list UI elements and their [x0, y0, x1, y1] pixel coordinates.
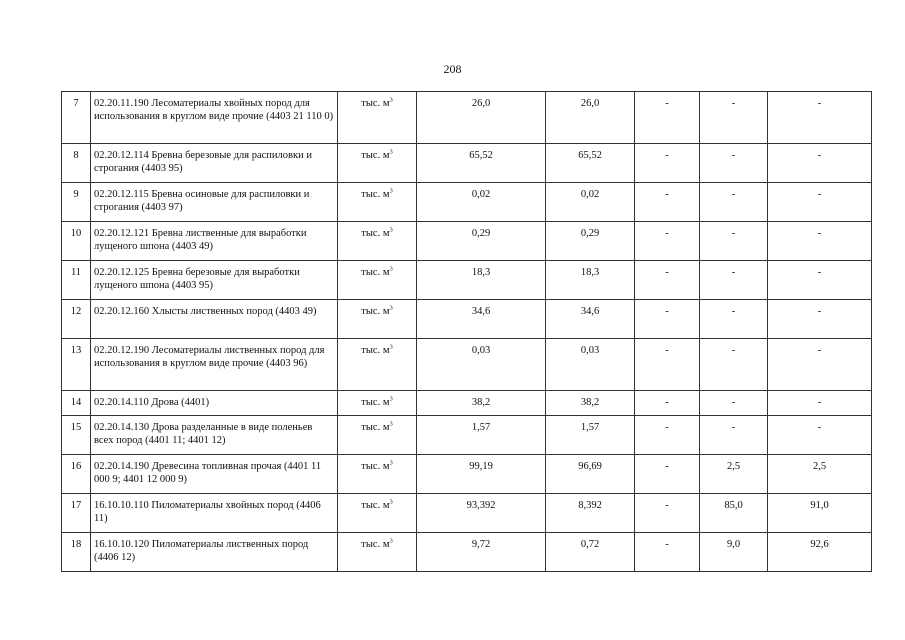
unit-label: тыс. м	[361, 306, 390, 317]
value-cell-4: -	[700, 144, 768, 183]
unit-cell	[338, 391, 417, 416]
unit-superscript: 3	[389, 343, 393, 351]
unit-superscript: 3	[389, 148, 393, 156]
value-cell-1: 0,29	[417, 222, 546, 261]
unit-label: тыс. м	[361, 98, 390, 109]
unit-label: тыс. м	[361, 228, 390, 239]
value-cell-3: -	[635, 494, 700, 533]
value-cell-3: -	[635, 416, 700, 455]
unit-superscript: 3	[389, 459, 393, 467]
value-cell-5: -	[768, 416, 872, 455]
value-cell-3: -	[635, 261, 700, 300]
row-number-cell: 9	[62, 183, 91, 222]
row-number-cell: 16	[62, 455, 91, 494]
value-cell-3: -	[635, 144, 700, 183]
unit-superscript: 3	[389, 304, 393, 312]
table-row	[62, 222, 872, 261]
unit-cell	[338, 455, 417, 494]
unit-superscript: 3	[389, 537, 393, 545]
unit-cell	[338, 92, 417, 144]
value-cell-2: 0,29	[546, 222, 635, 261]
unit-superscript: 3	[389, 420, 393, 428]
unit-superscript: 3	[389, 395, 393, 403]
product-description-cell: 02.20.12.160 Хлысты лиственных пород (4403 49)	[91, 300, 338, 339]
value-cell-1: 1,57	[417, 416, 546, 455]
row-number-cell: 7	[62, 92, 91, 144]
unit-cell	[338, 416, 417, 455]
unit-cell	[338, 261, 417, 300]
value-cell-4: -	[700, 300, 768, 339]
value-cell-4: -	[700, 391, 768, 416]
product-description-cell: 02.20.12.190 Лесоматериалы лиственных пород для использования в круглом виде прочие (4403 96)	[91, 339, 338, 391]
value-cell-1: 99,19	[417, 455, 546, 494]
value-cell-5: -	[768, 261, 872, 300]
table-row	[62, 494, 872, 533]
table-row	[62, 416, 872, 455]
value-cell-3: -	[635, 391, 700, 416]
row-number-cell: 12	[62, 300, 91, 339]
value-cell-3: -	[635, 455, 700, 494]
row-number-cell: 11	[62, 261, 91, 300]
row-number-cell: 13	[62, 339, 91, 391]
unit-label: тыс. м	[361, 422, 390, 433]
unit-label: тыс. м	[361, 345, 390, 356]
value-cell-2: 0,72	[546, 533, 635, 572]
value-cell-3: -	[635, 300, 700, 339]
table-row	[62, 144, 872, 183]
value-cell-3: -	[635, 222, 700, 261]
value-cell-1: 93,392	[417, 494, 546, 533]
value-cell-2: 34,6	[546, 300, 635, 339]
value-cell-2: 38,2	[546, 391, 635, 416]
unit-label: тыс. м	[361, 267, 390, 278]
value-cell-4: -	[700, 339, 768, 391]
product-description-cell: 02.20.14.110 Дрова (4401)	[91, 391, 338, 416]
value-cell-1: 65,52	[417, 144, 546, 183]
value-cell-5: -	[768, 92, 872, 144]
unit-cell	[338, 222, 417, 261]
table-row	[62, 183, 872, 222]
value-cell-2: 65,52	[546, 144, 635, 183]
value-cell-3: -	[635, 339, 700, 391]
value-cell-5: -	[768, 300, 872, 339]
row-number-cell: 15	[62, 416, 91, 455]
value-cell-5: 2,5	[768, 455, 872, 494]
value-cell-1: 34,6	[417, 300, 546, 339]
unit-label: тыс. м	[361, 539, 390, 550]
table-row	[62, 92, 872, 144]
unit-superscript: 3	[389, 187, 393, 195]
product-description-cell: 02.20.12.115 Бревна осиновые для распиловки и строгания (4403 97)	[91, 183, 338, 222]
product-description-cell: 16.10.10.120 Пиломатериалы лиственных пород (4406 12)	[91, 533, 338, 572]
value-cell-1: 9,72	[417, 533, 546, 572]
unit-label: тыс. м	[361, 461, 390, 472]
row-number-cell: 8	[62, 144, 91, 183]
unit-label: тыс. м	[361, 397, 390, 408]
value-cell-4: 2,5	[700, 455, 768, 494]
unit-label: тыс. м	[361, 189, 390, 200]
value-cell-1: 0,03	[417, 339, 546, 391]
value-cell-4: -	[700, 222, 768, 261]
value-cell-1: 26,0	[417, 92, 546, 144]
value-cell-2: 1,57	[546, 416, 635, 455]
unit-superscript: 3	[389, 226, 393, 234]
unit-cell	[338, 533, 417, 572]
table-body	[62, 92, 872, 572]
table-row	[62, 261, 872, 300]
value-cell-2: 0,03	[546, 339, 635, 391]
value-cell-4: -	[700, 416, 768, 455]
value-cell-3: -	[635, 183, 700, 222]
unit-superscript: 3	[389, 96, 393, 104]
value-cell-4: 85,0	[700, 494, 768, 533]
table-row	[62, 455, 872, 494]
value-cell-1: 38,2	[417, 391, 546, 416]
value-cell-3: -	[635, 92, 700, 144]
unit-cell	[338, 339, 417, 391]
value-cell-3: -	[635, 533, 700, 572]
product-description-cell: 02.20.12.114 Бревна березовые для распиловки и строгания (4403 95)	[91, 144, 338, 183]
data-table	[61, 91, 872, 572]
unit-label: тыс. м	[361, 500, 390, 511]
value-cell-2: 0,02	[546, 183, 635, 222]
value-cell-2: 96,69	[546, 455, 635, 494]
value-cell-5: -	[768, 183, 872, 222]
row-number-cell: 18	[62, 533, 91, 572]
value-cell-4: 9,0	[700, 533, 768, 572]
unit-superscript: 3	[389, 498, 393, 506]
value-cell-1: 0,02	[417, 183, 546, 222]
value-cell-5: 91,0	[768, 494, 872, 533]
value-cell-1: 18,3	[417, 261, 546, 300]
value-cell-5: -	[768, 339, 872, 391]
value-cell-5: -	[768, 222, 872, 261]
page-number: 208	[443, 62, 462, 76]
unit-cell	[338, 144, 417, 183]
value-cell-4: -	[700, 261, 768, 300]
value-cell-5: -	[768, 391, 872, 416]
value-cell-5: -	[768, 144, 872, 183]
value-cell-2: 26,0	[546, 92, 635, 144]
table-row	[62, 533, 872, 572]
value-cell-5: 92,6	[768, 533, 872, 572]
row-number-cell: 14	[62, 391, 91, 416]
value-cell-2: 18,3	[546, 261, 635, 300]
product-description-cell: 02.20.12.125 Бревна березовые для выработки лущеного шпона (4403 95)	[91, 261, 338, 300]
table-row	[62, 391, 872, 416]
product-description-cell: 02.20.14.190 Древесина топливная прочая (4401 11 000 9; 4401 12 000 9)	[91, 455, 338, 494]
row-number-cell: 17	[62, 494, 91, 533]
product-description-cell: 02.20.11.190 Лесоматериалы хвойных пород для использования в круглом виде прочие (4403 21 110 0)	[91, 92, 338, 144]
product-description-cell: 02.20.14.130 Дрова разделанные в виде поленьев всех пород (4401 11; 4401 12)	[91, 416, 338, 455]
table-row	[62, 300, 872, 339]
value-cell-2: 8,392	[546, 494, 635, 533]
table-row	[62, 339, 872, 391]
value-cell-4: -	[700, 92, 768, 144]
unit-label: тыс. м	[361, 150, 390, 161]
product-description-cell: 02.20.12.121 Бревна лиственные для выработки лущеного шпона (4403 49)	[91, 222, 338, 261]
unit-cell	[338, 300, 417, 339]
unit-superscript: 3	[389, 265, 393, 273]
unit-cell	[338, 494, 417, 533]
unit-cell	[338, 183, 417, 222]
value-cell-4: -	[700, 183, 768, 222]
product-description-cell: 16.10.10.110 Пиломатериалы хвойных пород (4406 11)	[91, 494, 338, 533]
row-number-cell: 10	[62, 222, 91, 261]
